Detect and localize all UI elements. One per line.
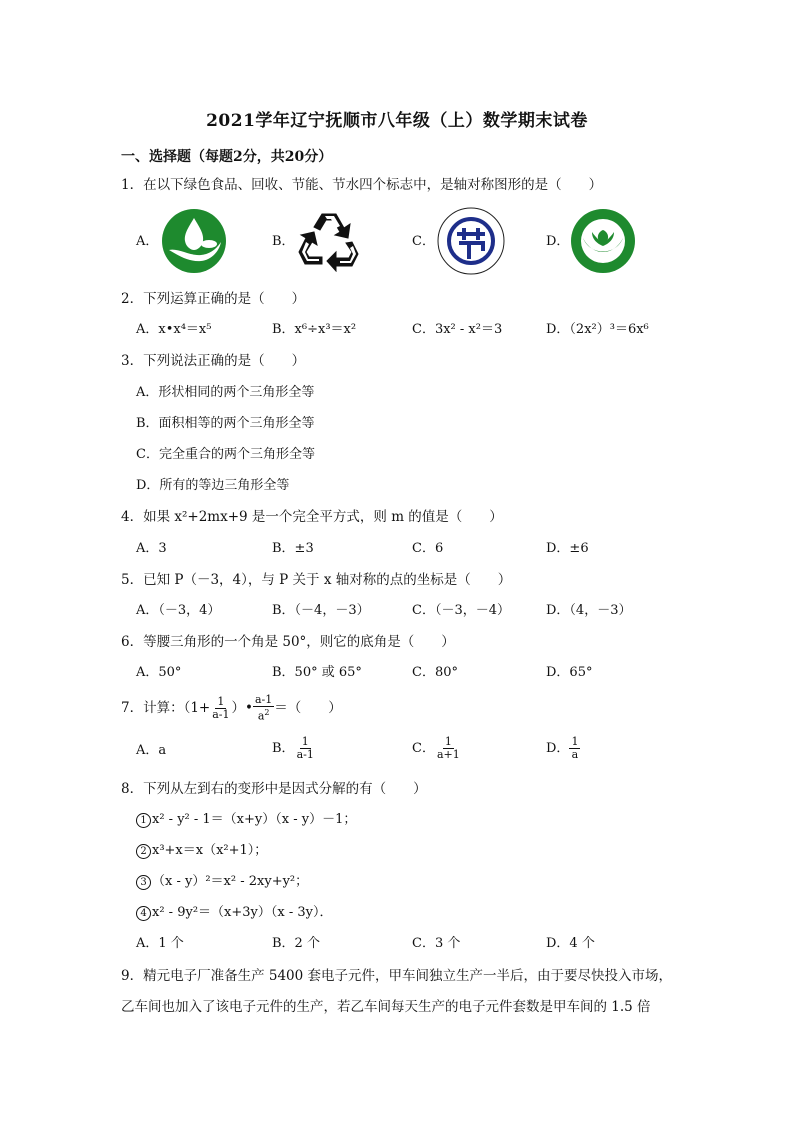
q8-item-3 xyxy=(136,873,308,891)
q7-fraction-2-numerator: a-1 xyxy=(255,693,273,707)
q7-fraction-1 xyxy=(210,696,231,721)
q7-fraction-1-numerator: 1 xyxy=(217,695,225,708)
q1-option-b-label: B． xyxy=(272,234,295,249)
q8-item-4 xyxy=(136,904,332,922)
q2-option-a: A．x•x⁴＝x⁵ xyxy=(136,322,212,337)
q1-option-c-label: C． xyxy=(412,234,435,249)
question-9-line-2: 乙车间也加入了该电子元件的生产，若乙车间每天生产的电子元件套数是甲车间的 1.5 倍 xyxy=(121,999,651,1015)
q8-item-1-text: x² - y² - 1＝（x+y）（x - y）－1； xyxy=(152,812,357,827)
energy-saving-logo-icon xyxy=(437,207,505,275)
q8-item-3-text: （x - y）²＝x² - 2xy+y²； xyxy=(152,874,309,889)
q1-option-a-label: A． xyxy=(136,234,159,249)
q1-option-d-label: D． xyxy=(546,234,570,249)
question-3-stem: 3．下列说法正确的是（ ） xyxy=(121,353,306,369)
recycle-logo-icon xyxy=(296,208,362,272)
q4-option-a: A．3 xyxy=(136,541,167,556)
q3-option-b: B．面积相等的两个三角形全等 xyxy=(136,416,315,431)
q7-option-b-denominator: a-1 xyxy=(296,748,314,761)
q4-option-d: D．±6 xyxy=(546,541,589,556)
water-saving-logo-icon xyxy=(570,208,636,274)
q7-prefix: 7．计算：（1+ xyxy=(121,700,211,716)
question-2-stem: 2．下列运算正确的是（ ） xyxy=(121,291,306,307)
q3-option-a: A．形状相同的两个三角形全等 xyxy=(136,385,315,400)
q8-item-2-number: 2 xyxy=(136,844,151,859)
q7-option-c-numerator: 1 xyxy=(444,735,452,748)
q4-option-b: B．±3 xyxy=(272,541,314,556)
q7-option-d-denominator: a xyxy=(571,748,579,761)
q3-option-c: C．完全重合的两个三角形全等 xyxy=(136,447,315,462)
q7-option-d-fraction xyxy=(569,736,580,761)
q5-option-d: D．（4，－3） xyxy=(546,603,632,618)
q7-option-c-denominator: a+1 xyxy=(436,748,460,761)
q7-option-c-fraction xyxy=(435,736,462,761)
q7-fraction-2-denominator: $a^2$ xyxy=(257,708,270,723)
q8-item-2-text: x³+x＝x（x²+1）； xyxy=(152,843,268,858)
q8-option-b: B．2 个 xyxy=(272,936,320,951)
q7-option-d-label: D． xyxy=(546,741,570,756)
q7-option-a: A．a xyxy=(136,743,167,758)
q7-option-b xyxy=(272,734,316,764)
q8-item-4-text: x² - 9y²＝（x+3y）（x - 3y）． xyxy=(152,905,333,920)
q6-option-c: C．80° xyxy=(412,665,458,680)
question-1-stem: 1．在以下绿色食品、回收、节能、节水四个标志中，是轴对称图形的是（ ） xyxy=(121,177,603,193)
q2-option-c: C．3x² - x²＝3 xyxy=(412,322,503,337)
q8-item-1-number: 1 xyxy=(136,813,151,828)
question-9-line-1: 9．精元电子厂准备生产 5400 套电子元件，甲车间独立生产一半后，由于要尽快投入市场， xyxy=(121,968,673,984)
q7-option-b-fraction xyxy=(295,736,316,761)
question-5-stem: 5．已知 P（－3，4），与 P 关于 x 轴对称的点的坐标是（ ） xyxy=(121,572,512,588)
q8-item-4-number: 4 xyxy=(136,906,151,921)
q5-option-c: C．（－3，－4） xyxy=(412,603,510,618)
q4-option-c: C．6 xyxy=(412,541,444,556)
green-food-logo-icon xyxy=(161,208,227,274)
q7-option-b-numerator: 1 xyxy=(301,735,309,748)
q6-option-d: D．65° xyxy=(546,665,593,680)
q7-option-c xyxy=(412,734,462,764)
q3-option-d: D．所有的等边三角形全等 xyxy=(136,478,290,493)
q7-option-d-numerator: 1 xyxy=(571,735,579,748)
q8-item-3-number: 3 xyxy=(136,875,151,890)
q7-option-d xyxy=(546,734,580,764)
page-title: 2021学年辽宁抚顺市八年级（上）数学期末试卷 xyxy=(206,111,588,131)
q7-fraction-2 xyxy=(253,694,274,723)
q7-middle: ）• xyxy=(231,700,253,716)
q2-option-b: B．x⁶÷x³＝x² xyxy=(272,322,357,337)
q6-option-b: B．50° 或 65° xyxy=(272,665,362,680)
q5-option-b: B．（－4，－3） xyxy=(272,603,370,618)
section-heading: 一、选择题（每题2分，共20分） xyxy=(121,149,333,165)
q6-option-a: A．50° xyxy=(136,665,182,680)
q7-fraction-2-base: a xyxy=(257,709,265,723)
question-8-stem: 8．下列从左到右的变形中是因式分解的有（ ） xyxy=(121,781,427,797)
q8-option-a: A．1 个 xyxy=(136,936,184,951)
question-7-stem xyxy=(121,693,342,723)
q8-option-c: C．3 个 xyxy=(412,936,461,951)
question-6-stem: 6．等腰三角形的一个角是 50°，则它的底角是（ ） xyxy=(121,634,455,650)
q8-option-d: D．4 个 xyxy=(546,936,595,951)
q7-suffix: ＝（ ） xyxy=(274,700,342,716)
q8-item-2 xyxy=(136,842,267,860)
q7-option-b-label: B． xyxy=(272,741,295,756)
q7-option-c-label: C． xyxy=(412,741,435,756)
q5-option-a: A．（－3，4） xyxy=(136,603,221,618)
question-4-stem: 4．如果 x²+2mx+9 是一个完全平方式，则 m 的值是（ ） xyxy=(121,509,503,525)
q2-option-d: D．（2x²）³＝6x⁶ xyxy=(546,322,649,337)
q8-item-1 xyxy=(136,811,356,829)
q7-fraction-1-denominator: a-1 xyxy=(212,708,230,721)
